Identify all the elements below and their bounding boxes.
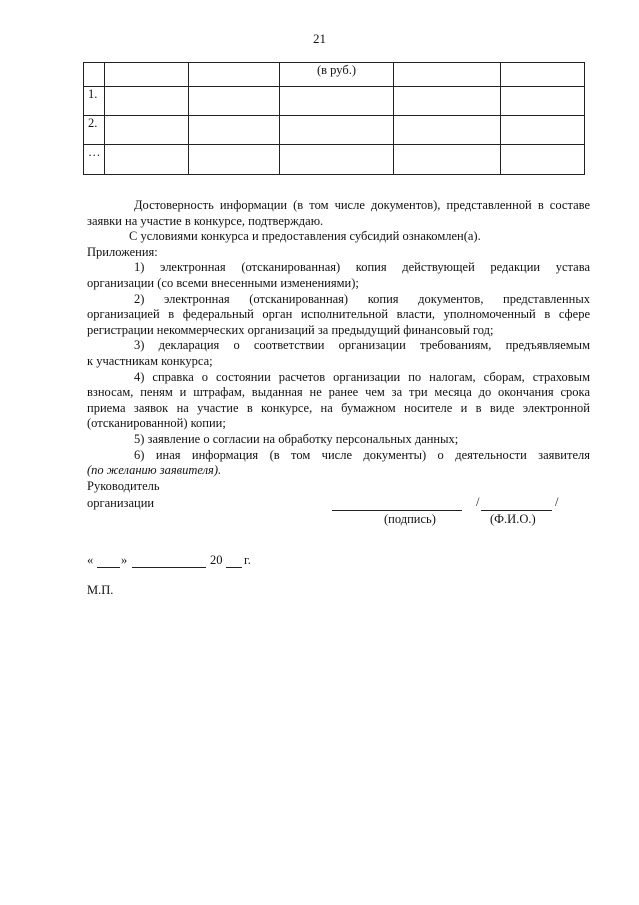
list-item-line: (отсканированной) копии; [87, 416, 226, 431]
list-item-line: к участникам конкурса; [87, 353, 213, 368]
table-cell [280, 116, 394, 145]
slash: / [555, 495, 559, 509]
table-cell [280, 145, 394, 175]
list-item-line: организации (со всеми внесенными изменениями); [87, 275, 359, 290]
data-table [83, 62, 585, 175]
table-cell [394, 116, 501, 145]
row-number: 2. [84, 116, 105, 145]
signature-line [332, 510, 462, 511]
date-year-line [226, 567, 242, 568]
signatory-role [87, 478, 160, 512]
unit-cell: (в руб.) [280, 63, 394, 87]
date-close-quote: » [121, 553, 128, 567]
list-item-line: 6) иная информация (в том числе документы) о деятельности заявителя [134, 447, 590, 462]
role-line: Руководитель [87, 479, 160, 493]
list-item-line: (по желанию заявителя). [87, 463, 222, 478]
attachments-title: Приложения: [87, 244, 158, 259]
table-cell [189, 145, 280, 175]
role-line: организации [87, 496, 155, 510]
list-item-line: регистрации некоммерческих организаций за предыдущий финансовый год; [87, 322, 494, 337]
list-item-line: 4) справка о состоянии расчетов организации по налогам, сборам, страховым [134, 369, 590, 384]
table-cell [105, 145, 189, 175]
table-header-row [84, 63, 585, 87]
table-cell [189, 87, 280, 116]
list-item: 5) заявление о согласии на обработку персональных данных; [134, 431, 459, 446]
date-day-line [97, 567, 120, 568]
table-cell [394, 145, 501, 175]
table-cell [501, 63, 585, 87]
date-year-suffix: г. [244, 553, 251, 567]
list-item-line: взносам, пеням и штрафам, выданная не ранее чем за три месяца до окончания срока [87, 385, 590, 400]
row-number: 1. [84, 87, 105, 116]
table-cell [501, 145, 585, 175]
document-body [87, 198, 590, 479]
table-row [84, 145, 585, 175]
list-item-line: организацией в федеральный орган исполнительной власти, уполномоченный в сфере [87, 307, 590, 322]
table-cell [105, 87, 189, 116]
table-row [84, 116, 585, 145]
table-cell [501, 87, 585, 116]
table-cell [189, 63, 280, 87]
table-cell [394, 63, 501, 87]
paragraph: С условиями конкурса и предоставления субсидий ознакомлен(а). [129, 229, 481, 244]
list-item-line: 3) декларация о соответствии организации требованиям, предъявляемым [134, 338, 590, 353]
table-cell [280, 87, 394, 116]
table-cell [394, 87, 501, 116]
table-cell [501, 116, 585, 145]
page-number: 21 [313, 31, 326, 46]
list-item-line: 2) электронная (отсканированная) копия документов, представленных [134, 291, 590, 306]
date-year-prefix: 20 [210, 553, 223, 567]
name-line [481, 510, 552, 511]
date-month-line [132, 567, 206, 568]
row-number: … [84, 145, 105, 175]
paragraph-line: заявки на участие в конкурсе, подтверждаю. [87, 213, 324, 228]
slash: / [476, 495, 480, 509]
signature-label: (подпись) [384, 512, 436, 526]
table-row [84, 87, 585, 116]
stamp-place: М.П. [87, 583, 114, 597]
table-cell [84, 63, 105, 87]
table-cell [189, 116, 280, 145]
table-cell [105, 63, 189, 87]
name-label: (Ф.И.О.) [490, 512, 536, 526]
paragraph-line: Достоверность информации (в том числе документов), представленной в составе [134, 198, 590, 212]
table-cell [105, 116, 189, 145]
date-open-quote: « [87, 553, 94, 567]
list-item-line: 1) электронная (отсканированная) копия действующей редакции устава [134, 260, 590, 275]
list-item-line: приема заявок на участие в конкурсе, на бумажном носителе и в виде электронной [87, 400, 590, 415]
